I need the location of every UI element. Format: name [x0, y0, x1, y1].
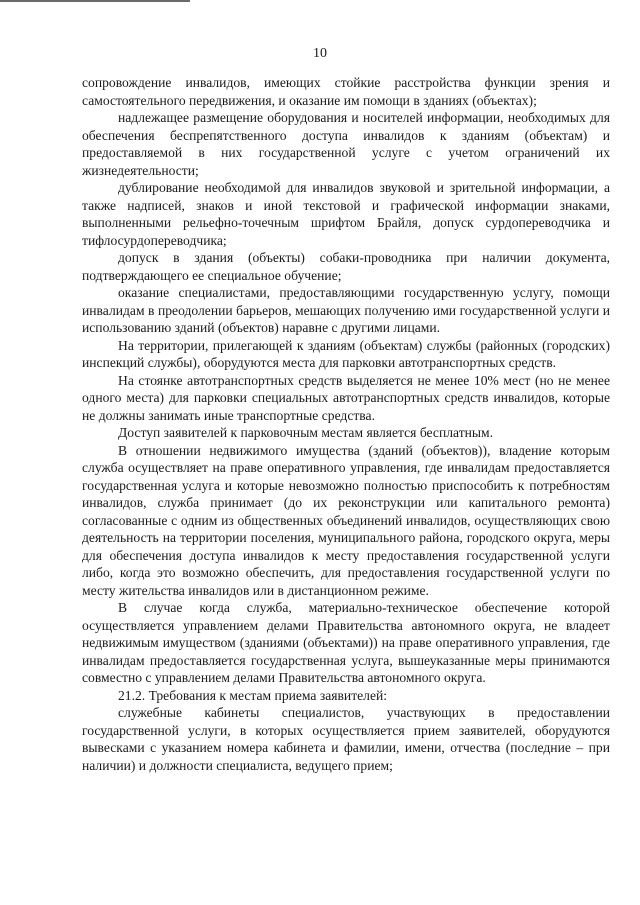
document-body [82, 74, 610, 774]
paragraph-9: В отношении недвижимого имущества (зданий (объектов)), владение которым служба осуществляет на праве оперативного управления, где инвалидам предоставляется государственная услуга и которые невозможно полностью приспособить к потребностям инвалидов, служба принимает (до их реконструкции или капитального ремонта) согласованные с одним из общественных объединений инвалидов, осуществляющих свою деятельность на территории поселения, муниципального района, городского округа, меры для обеспечения доступа инвалидов к месту предоставления государственной услуги либо, когда это возможно обеспечить, для предоставления государственной услуги по месту жительства инвалидов или в дистанционном режиме. [82, 442, 610, 598]
top-left-rule [0, 0, 190, 2]
page-number: 10 [313, 46, 327, 61]
paragraph-1: сопровождение инвалидов, имеющих стойкие расстройства функции зрения и самостоятельного передвижения, и оказание им помощи в зданиях (объектах); [82, 75, 610, 108]
paragraph-7: На стоянке автотранспортных средств выделяется не менее 10% мест (но не менее одного места) для парковки специальных автотранспортных средств инвалидов, которые не должны занимать иные транспортные средства. [82, 372, 610, 423]
paragraph-2: надлежащее размещение оборудования и носителей информации, необходимых для обеспечения беспрепятственного доступа инвалидов к зданиям (объектам) и предоставляемой в них государственной услуге с учетом ограничений их жизнедеятельности; [82, 110, 610, 178]
paragraph-5: оказание специалистами, предоставляющими государственную услугу, помощи инвалидам в преодолении барьеров, мешающих получению ими государственной услуги и использованию зданий (объектов) наравне с другими лицами. [82, 285, 610, 335]
paragraph-4: допуск в здания (объекты) собаки-проводника при наличии документа, подтверждающего ее специальное обучение; [82, 250, 610, 283]
paragraph-6: На территории, прилегающей к зданиям (объектам) службы (районных (городских) инспекций службы), оборудуются места для парковки автотранспортных средств. [82, 337, 610, 370]
paragraph-3: дублирование необходимой для инвалидов звуковой и зрительной информации, а также надписей, знаков и иной текстовой и графической информации знаками, выполненными рельефно-точечным шрифтом Брайля, допуск сурдопереводчика и тифлосурдопереводчика; [82, 180, 610, 248]
paragraph-11: 21.2. Требования к местам приема заявителей: [118, 687, 388, 703]
paragraph-10: В случае когда служба, материально-техническое обеспечение которой осуществляется управлением делами Правительства автономного округа, не владеет недвижимым имуществом (зданиями (объектами)) на праве оперативного управления, где инвалидам предоставляется государственная услуга, вышеуказанные меры принимаются совместно с управлением делами Правительства автономного округа. [82, 600, 610, 685]
paragraph-12: служебные кабинеты специалистов, участвующих в предоставлении государственной услуги, в которых осуществляется прием заявителей, оборудуются вывесками с указанием номера кабинета и фамилии, имени, отчества (последние – при наличии) и должности специалиста, ведущего прием; [82, 705, 610, 773]
paragraph-8: Доступ заявителей к парковочным местам является бесплатным. [118, 425, 494, 440]
